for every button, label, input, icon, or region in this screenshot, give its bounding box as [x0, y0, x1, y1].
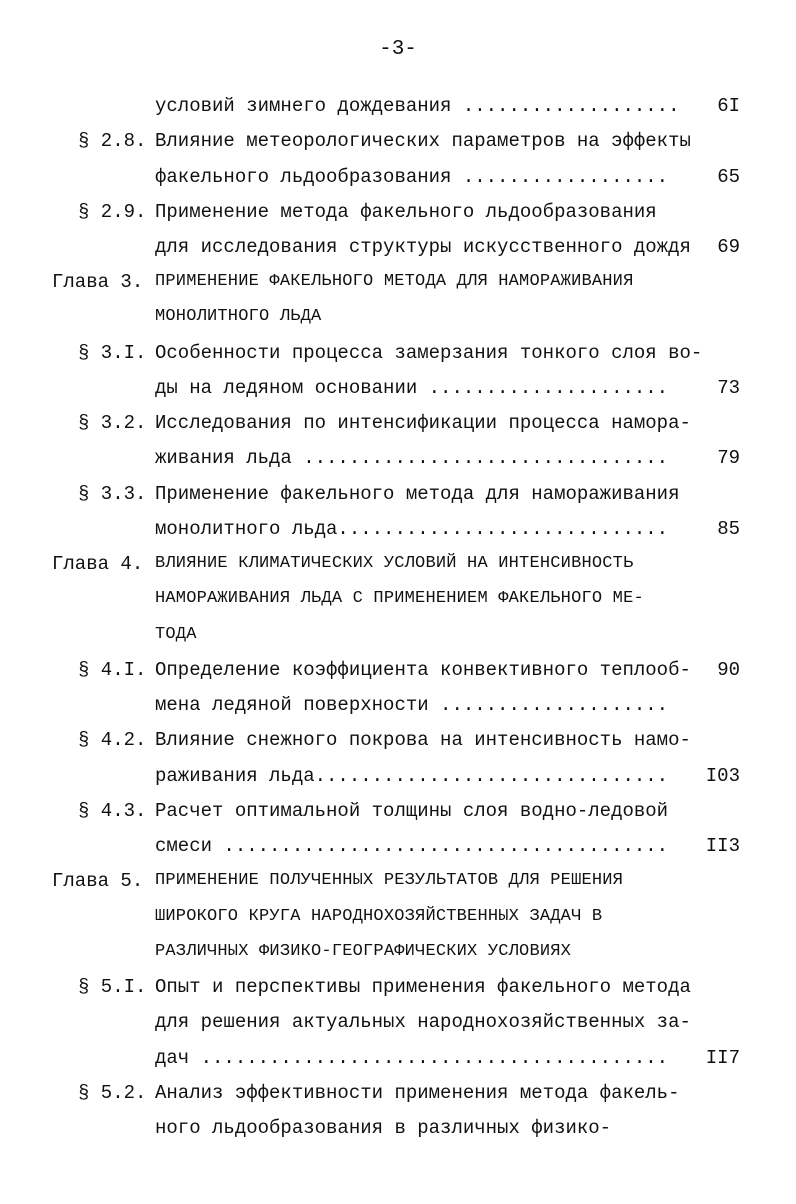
toc-text: монолитного льда.............................: [155, 518, 669, 540]
toc-text: факельного льдообразования ..................: [155, 166, 669, 188]
toc-text: дач .........................................: [155, 1047, 669, 1069]
toc-text: Анализ эффективности применения метода факель-: [155, 1082, 680, 1104]
toc-page-number: I03: [705, 765, 740, 787]
chapter-title: ПРИМЕНЕНИЕ ФАКЕЛЬНОГО МЕТОДА ДЛЯ НАМОРАЖИВАНИЯ: [155, 272, 634, 291]
toc-text: смеси .......................................: [155, 835, 669, 857]
toc-page-number: 85: [717, 518, 740, 540]
section-number: § 2.9.: [78, 201, 147, 223]
chapter-label: Глава 3.: [52, 271, 144, 293]
chapter-title: НАМОРАЖИВАНИЯ ЛЬДА С ПРИМЕНЕНИЕМ ФАКЕЛЬНОГО МЕ-: [155, 589, 644, 608]
section-number: § 3.3.: [78, 483, 147, 505]
toc-page-number: 79: [717, 447, 740, 469]
chapter-title: ПРИМЕНЕНИЕ ПОЛУЧЕННЫХ РЕЗУЛЬТАТОВ ДЛЯ РЕШЕНИЯ: [155, 871, 624, 890]
toc-text: Опыт и перспективы применения факельного метода: [155, 976, 691, 998]
toc-text: Расчет оптимальной толщины слоя водно-ледовой: [155, 800, 669, 822]
toc-text: ного льдообразования в различных физико-: [155, 1117, 612, 1139]
toc-text: Применение метода факельного льдообразования: [155, 201, 657, 223]
toc-page-number: 69: [717, 236, 740, 258]
toc-text: Особенности процесса замерзания тонкого слоя во-: [155, 342, 703, 364]
toc-page-number: 65: [717, 166, 740, 188]
toc-text: Влияние метеорологических параметров на эффекты: [155, 130, 691, 152]
section-number: § 4.2.: [78, 729, 147, 751]
toc-text: для решения актуальных народнохозяйственных за-: [155, 1011, 691, 1033]
section-number: § 4.I.: [78, 659, 147, 681]
toc-text: Исследования по интенсификации процесса намора-: [155, 412, 691, 434]
section-number: § 3.2.: [78, 412, 147, 434]
toc-text: мена ледяной поверхности ....................: [155, 694, 669, 716]
toc-text: Определение коэффициента конвективного теплооб-: [155, 659, 691, 681]
chapter-label: Глава 4.: [52, 553, 144, 575]
chapter-title: ВЛИЯНИЕ КЛИМАТИЧЕСКИХ УСЛОВИЙ НА ИНТЕНСИВНОСТЬ: [155, 554, 634, 573]
chapter-title: ШИРОКОГО КРУГА НАРОДНОХОЗЯЙСТВЕННЫХ ЗАДАЧ В: [155, 907, 603, 926]
toc-text: живания льда ................................: [155, 447, 669, 469]
toc-page-number: II3: [705, 835, 740, 857]
chapter-title: МОНОЛИТНОГО ЛЬДА: [155, 307, 322, 326]
toc-text: ды на ледяном основании .....................: [155, 377, 669, 399]
toc-page-number: 6I: [717, 95, 740, 117]
section-number: § 3.I.: [78, 342, 147, 364]
toc-page-number: II7: [705, 1047, 740, 1069]
toc-text: Применение факельного метода для намораживания: [155, 483, 680, 505]
chapter-title: ТОДА: [155, 625, 197, 644]
chapter-title: РАЗЛИЧНЫХ ФИЗИКО-ГЕОГРАФИЧЕСКИХ УСЛОВИЯХ: [155, 942, 572, 961]
toc-text: раживания льда...............................: [155, 765, 669, 787]
section-number: § 5.2.: [78, 1082, 147, 1104]
section-number: § 5.I.: [78, 976, 147, 998]
chapter-label: Глава 5.: [52, 870, 144, 892]
section-number: § 4.3.: [78, 800, 147, 822]
toc-text: условий зимнего дождевания ...................: [155, 95, 680, 117]
toc-page-number: 90: [717, 659, 740, 681]
page-number: -3-: [379, 38, 417, 61]
toc-text: Влияние снежного покрова на интенсивность намо-: [155, 729, 691, 751]
section-number: § 2.8.: [78, 130, 147, 152]
toc-page-number: 73: [717, 377, 740, 399]
toc-text: для исследования структуры искусственного дождя: [155, 236, 691, 258]
